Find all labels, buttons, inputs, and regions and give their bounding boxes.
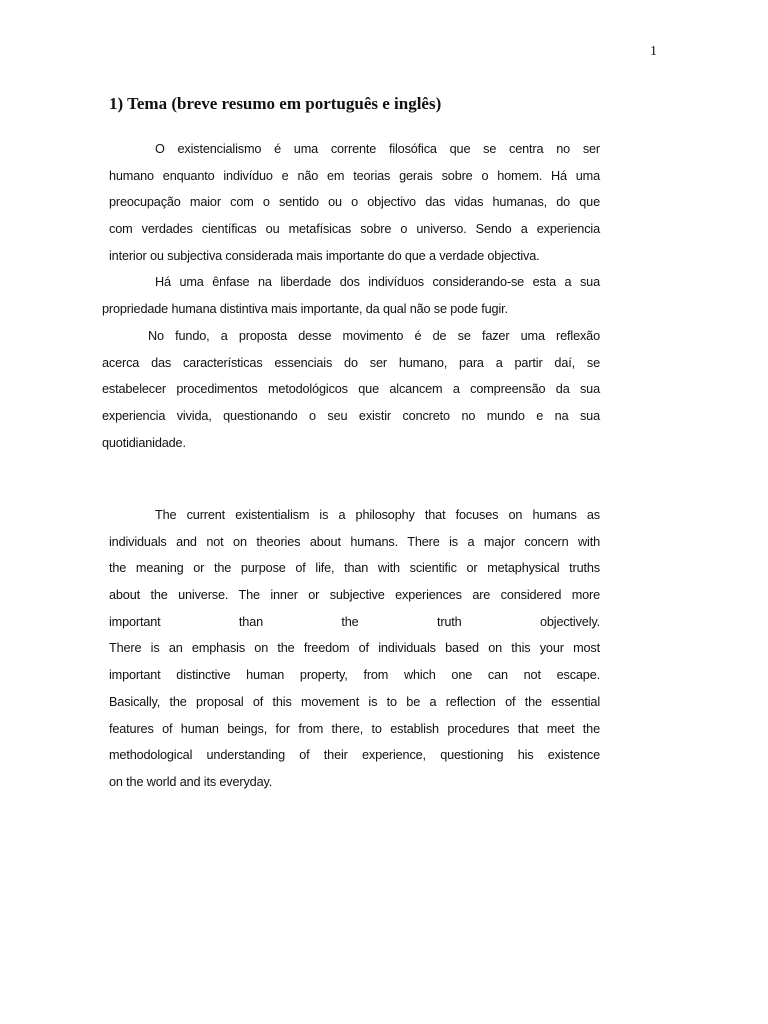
paragraph-line: propriedade humana distintiva mais importante, da qual não se pode fugir. — [102, 302, 508, 317]
english-summary — [109, 502, 600, 796]
paragraph-line: experiencia vivida, questionando o seu existir concreto no mundo e na sua — [102, 408, 600, 423]
paragraph-line: Basically, the proposal of this movement is to be a reflection of the essential — [109, 694, 600, 709]
paragraph-line: com verdades científicas ou metafísicas sobre o universo. Sendo a experiencia — [109, 222, 600, 237]
paragraph-line: important than the truth objectively. — [109, 614, 600, 629]
paragraph-line: the meaning or the purpose of life, than with scientific or metaphysical truths — [109, 561, 600, 576]
paragraph-line: humano enquanto indivíduo e não em teorias gerais sobre o homem. Há uma — [109, 168, 600, 183]
section-heading: 1) Tema (breve resumo em português e inglês) — [109, 94, 442, 113]
paragraph-line: acerca das características essenciais do ser humano, para a partir daí, se — [102, 355, 600, 370]
paragraph-line: individuals and not on theories about humans. There is a major concern with — [109, 534, 600, 549]
paragraph-line: The current existentialism is a philosophy that focuses on humans as — [155, 508, 600, 522]
paragraph-line: Há uma ênfase na liberdade dos indivíduos considerando-se esta a sua — [155, 275, 600, 290]
paragraph-line: preocupação maior com o sentido ou o objectivo das vidas humanas, do que — [109, 195, 600, 210]
paragraph-line: O existencialismo é uma corrente filosófica que se centra no ser — [155, 142, 600, 156]
paragraph-line: features of human beings, for from there, to establish procedures that meet the — [109, 721, 600, 736]
paragraph-line: estabelecer procedimentos metodológicos que alcancem a compreensão da sua — [102, 382, 600, 397]
paragraph-line: on the world and its everyday. — [109, 774, 273, 789]
paragraph-line: No fundo, a proposta desse movimento é de se fazer uma reflexão — [148, 328, 600, 343]
portuguese-summary — [102, 136, 600, 456]
paragraph-line: interior ou subjectiva considerada mais importante do que a verdade objectiva. — [109, 248, 540, 263]
paragraph-line: There is an emphasis on the freedom of individuals based on this your most — [109, 641, 600, 656]
paragraph-line: important distinctive human property, from which one can not escape. — [109, 668, 600, 683]
paragraph-line: quotidianidade. — [102, 435, 186, 450]
page-number: 1 — [650, 44, 657, 59]
paragraph-line: methodological understanding of their experience, questioning his existence — [109, 748, 600, 763]
paragraph-line: about the universe. The inner or subjective experiences are considered more — [109, 588, 600, 603]
